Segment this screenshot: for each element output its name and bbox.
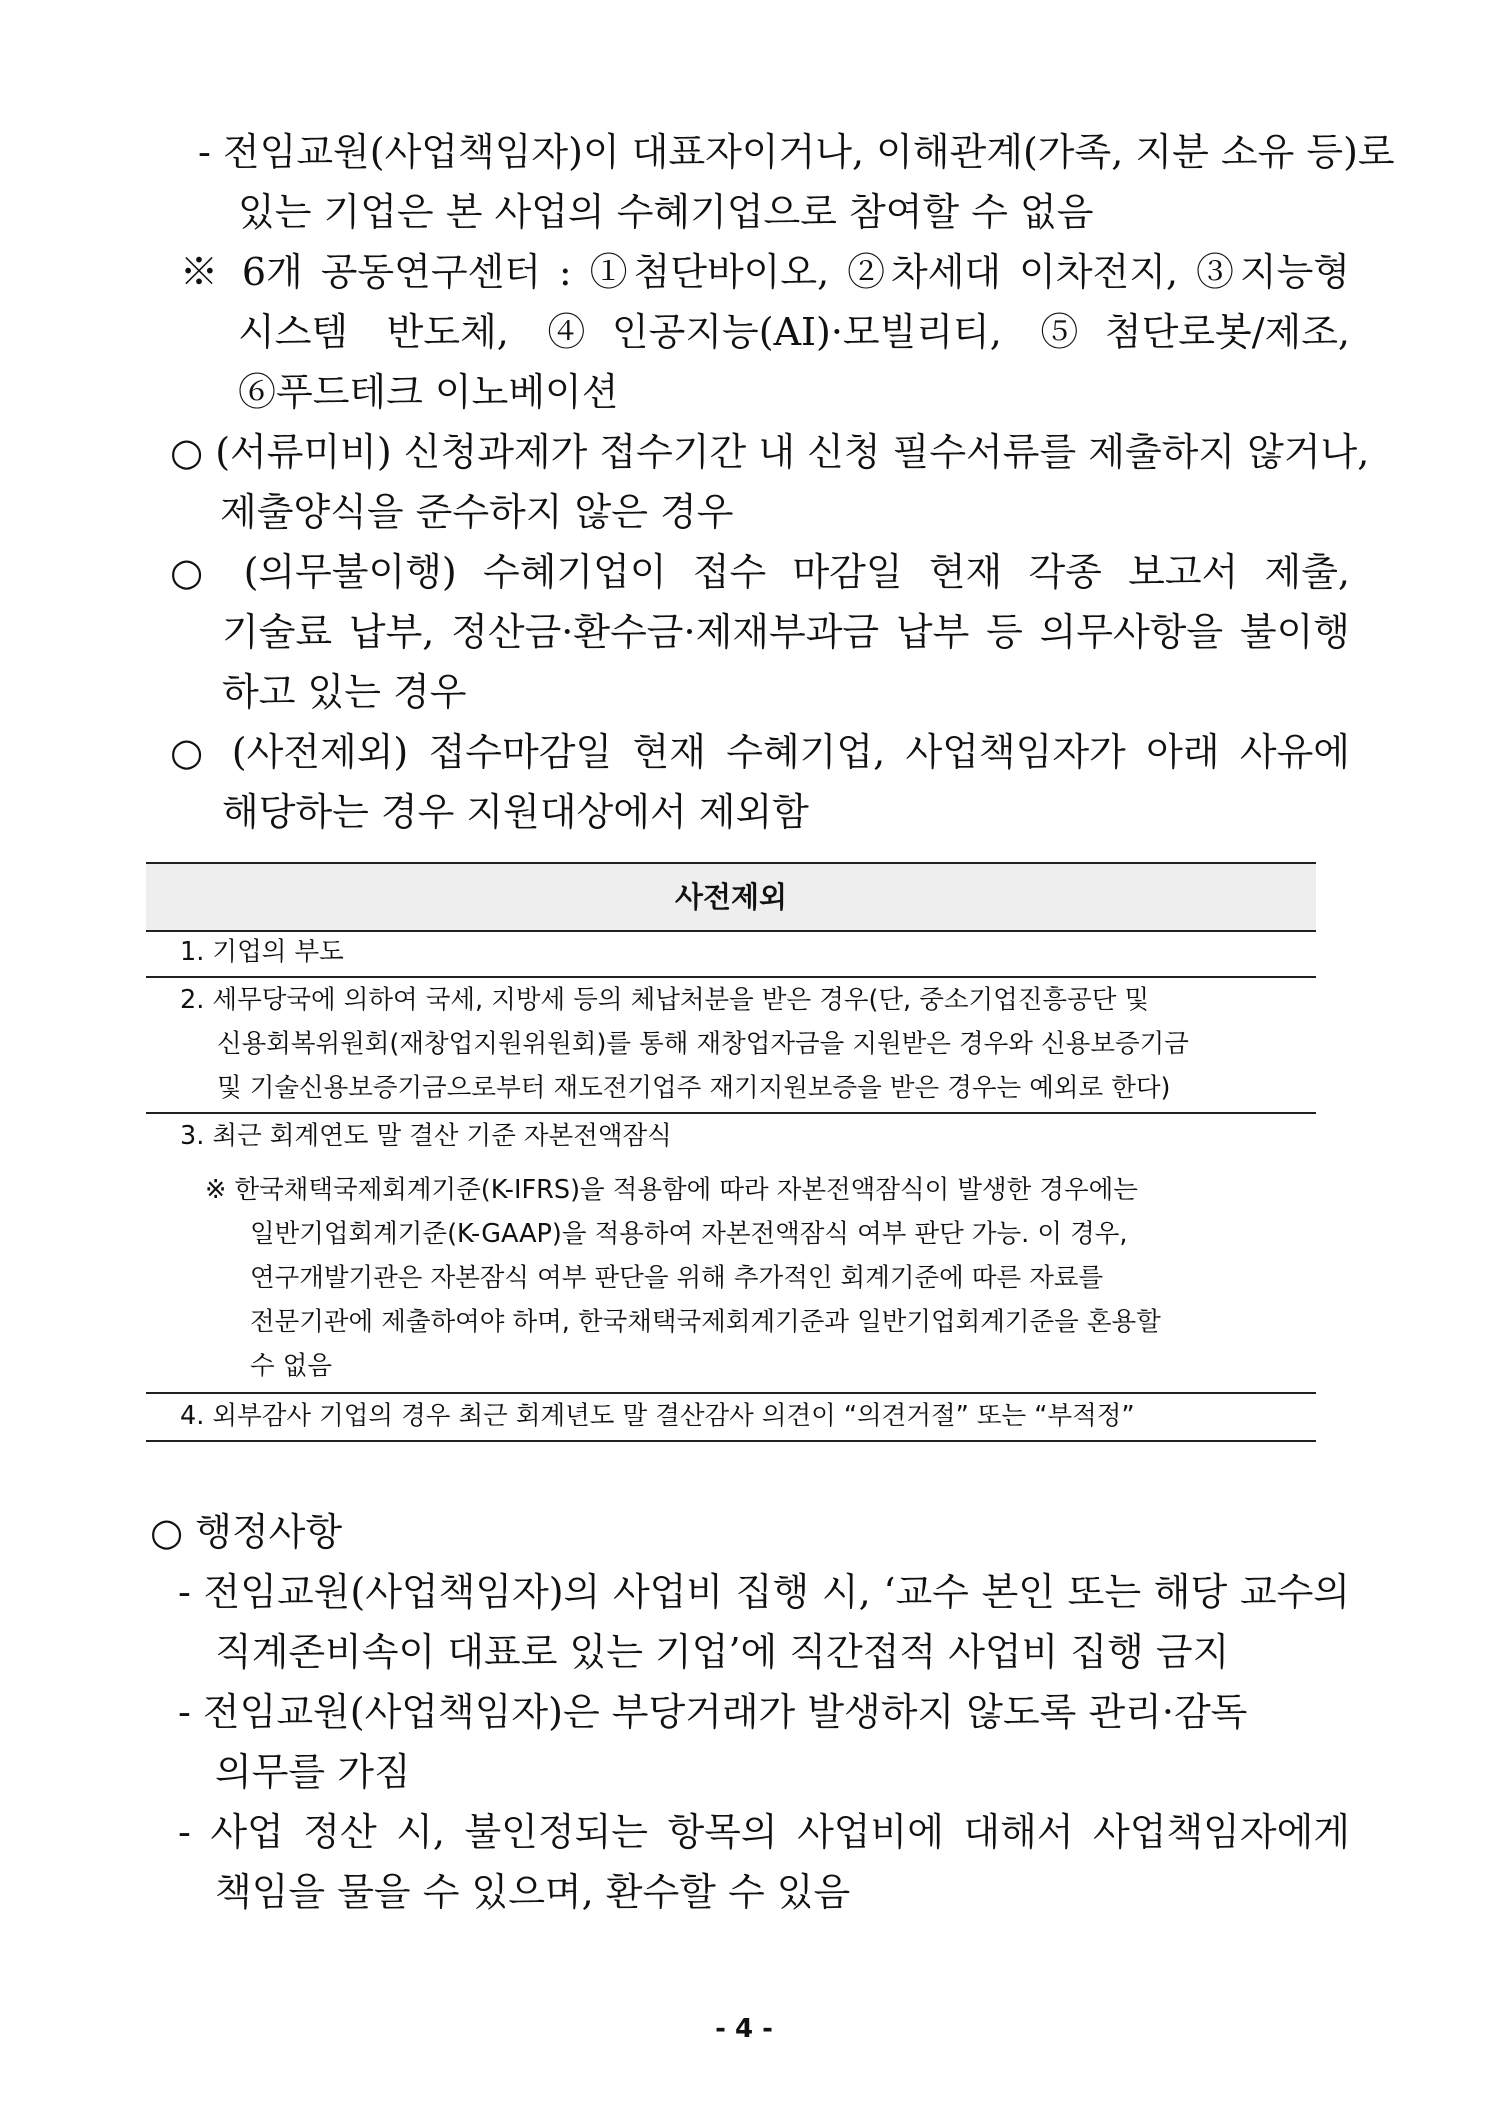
admin-line-4: 의무를 가짐 [215, 1750, 411, 1794]
table-row-3: 3. 최근 회계연도 말 결산 기준 자본전액잠식 [180, 1121, 672, 1151]
table-row-1: 1. 기업의 부도 [180, 937, 344, 967]
table-row-3-note-line-5: 수 없음 [250, 1351, 333, 1381]
pre-exclusion-line-2: 해당하는 경우 지원대상에서 제외함 [222, 790, 809, 834]
body-line-1: - 전임교원(사업책임자)이 대표자이거나, 이해관계(가족, 지분 소유 등)로 [198, 130, 1395, 174]
centers-note-line-2: 시스템 반도체, ④인공지능(AI)·모빌리티, ⑤첨단로봇/제조, [238, 310, 1350, 354]
table-row-3-note-line-4: 전문기관에 제출하여야 하며, 한국채택국제회계기준과 일반기업회계기준을 혼용할 [250, 1307, 1161, 1337]
table-header: 사전제외 [146, 862, 1316, 932]
centers-note-line-1: ※ 6개 공동연구센터 : ①첨단바이오, ②차세대 이차전지, ③지능형 [180, 250, 1350, 294]
admin-line-2: 직계존비속이 대표로 있는 기업’에 직간접적 사업비 집행 금지 [215, 1630, 1230, 1674]
centers-note-line-3: ⑥푸드테크 이노베이션 [238, 370, 619, 414]
obligation-line-2: 기술료 납부, 정산금·환수금·제재부과금 납부 등 의무사항을 불이행 [222, 610, 1350, 654]
admin-line-3: - 전임교원(사업책임자)은 부당거래가 발생하지 않도록 관리·감독 [178, 1690, 1248, 1734]
table-row-2-line-1: 2. 세무당국에 의하여 국세, 지방세 등의 체납처분을 받은 경우(단, 중소기업진흥공단 및 [180, 985, 1150, 1015]
admin-heading: ○ 행정사항 [150, 1510, 343, 1554]
admin-line-6: 책임을 물을 수 있으며, 환수할 수 있음 [215, 1870, 851, 1914]
table-row-4: 4. 외부감사 기업의 경우 최근 회계년도 말 결산감사 의견이 “의견거절” 또는 “부적정” [180, 1401, 1135, 1431]
document-missing-line-2: 제출양식을 준수하지 않은 경우 [220, 490, 734, 534]
pre-exclusion-line-1: ○ (사전제외) 접수마감일 현재 수혜기업, 사업책임자가 아래 사유에 [170, 730, 1350, 774]
table-row-2-line-3: 및 기술신용보증기금으로부터 재도전기업주 재기지원보증을 받은 경우는 예외로 한다) [217, 1073, 1171, 1103]
table-bottom-border [146, 1440, 1316, 1442]
document-missing-line-1: ○ (서류미비) 신청과제가 접수기간 내 신청 필수서류를 제출하지 않거나, [170, 430, 1370, 474]
admin-line-1: - 전임교원(사업책임자)의 사업비 집행 시, ‘교수 본인 또는 해당 교수의 [178, 1570, 1350, 1614]
table-row-3-note-line-3: 연구개발기관은 자본잠식 여부 판단을 위해 추가적인 회계기준에 따른 자료를 [250, 1263, 1104, 1293]
table-row-3-note-line-1: ※ 한국채택국제회계기준(K-IFRS)을 적용함에 따라 자본전액잠식이 발생한 경우에는 [205, 1175, 1138, 1205]
obligation-line-3: 하고 있는 경우 [222, 670, 467, 714]
admin-line-5: - 사업 정산 시, 불인정되는 항목의 사업비에 대해서 사업책임자에게 [178, 1810, 1350, 1854]
obligation-line-1: ○ (의무불이행) 수혜기업이 접수 마감일 현재 각종 보고서 제출, [170, 550, 1350, 594]
table-row-3-note-line-2: 일반기업회계기준(K-GAAP)을 적용하여 자본전액잠식 여부 판단 가능. 이 경우, [250, 1219, 1128, 1249]
table-row-2-line-2: 신용회복위원회(재창업지원위원회)를 통해 재창업자금을 지원받은 경우와 신용보증기금 [217, 1029, 1189, 1059]
page-number: - 4 - [715, 2014, 773, 2044]
body-line-2: 있는 기업은 본 사업의 수혜기업으로 참여할 수 없음 [238, 190, 1094, 234]
